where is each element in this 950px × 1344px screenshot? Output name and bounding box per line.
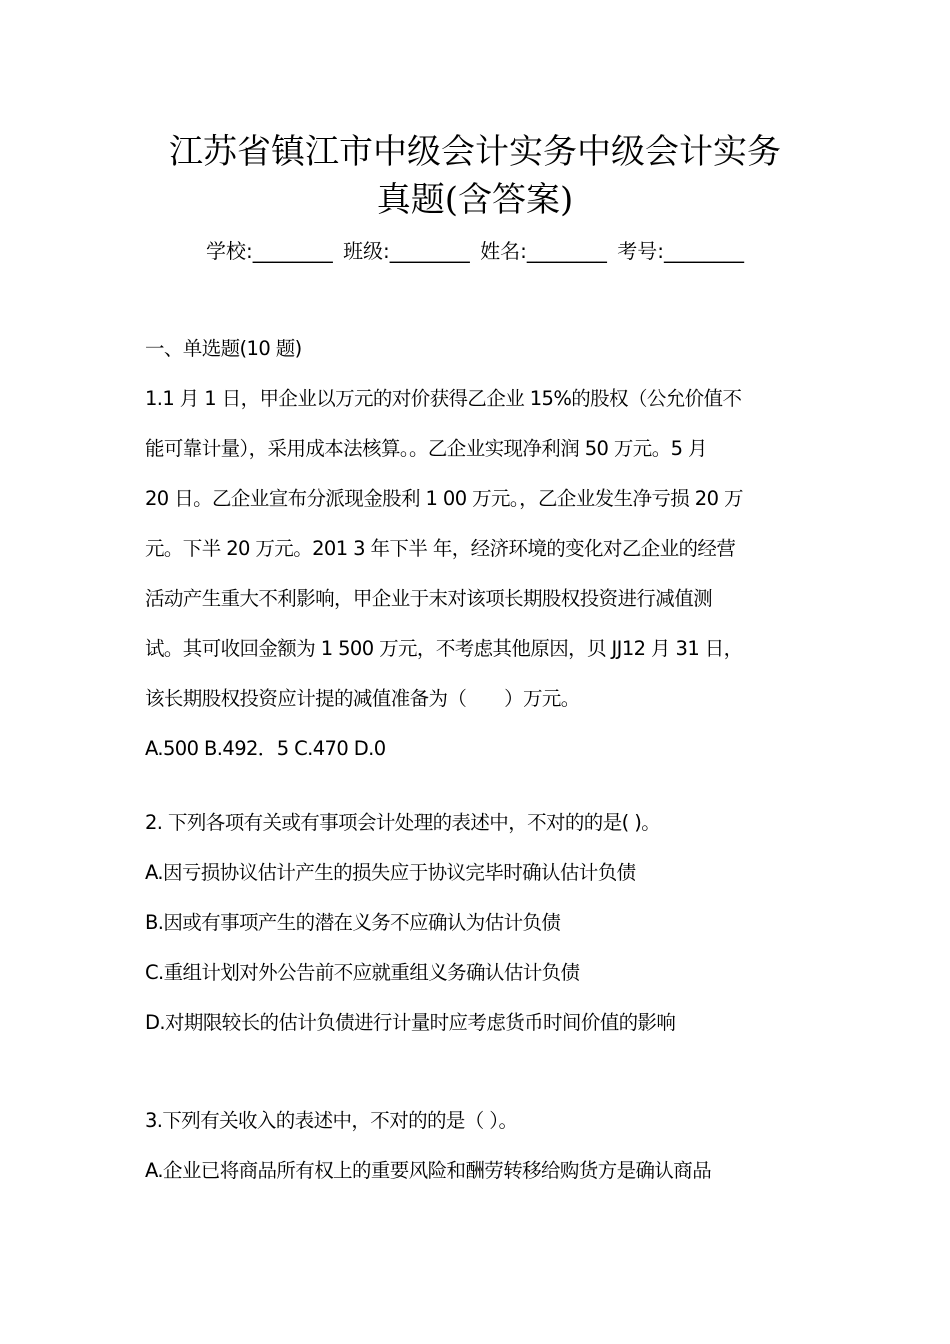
question-1-line-5: 活动产生重大不利影响，甲企业于末对该项长期股权投资进行减值测 [145, 587, 713, 610]
class-field: 班级:________ [343, 239, 470, 263]
question-1-line-3: 20 日。乙企业宣布分派现金股利 1 00 万元。，乙企业发生净亏损 20 万 [145, 487, 743, 510]
question-1-line-6: 试。其可收回金额为 1 500 万元，不考虑其他原因，贝 JJ12 月 31 日， [145, 637, 743, 660]
question-2-option-c: C.重组计划对外公告前不应就重组义务确认估计负债 [145, 961, 580, 984]
question-2-option-b: B.因或有事项产生的潜在义务不应确认为估计负债 [145, 911, 561, 934]
document-title-line-1: 江苏省镇江市中级会计实务中级会计实务 [169, 132, 781, 172]
section-heading: 一、单选题(10 题) [145, 337, 302, 360]
question-2-stem: 2. 下列各项有关或有事项会计处理的表述中，不对的的是( )。 [145, 811, 661, 834]
student-info-row [100, 236, 850, 266]
question-1-line-7: 该长期股权投资应计提的减值准备为（ ）万元。 [145, 687, 580, 710]
question-3-stem: 3.下列有关收入的表述中，不对的的是（ ）。 [145, 1109, 518, 1132]
document-title-line-2: 真题(含答案) [376, 180, 574, 220]
name-field: 姓名:________ [480, 239, 607, 263]
question-1-line-1: 1.1 月 1 日，甲企业以万元的对价获得乙企业 15%的股权（公允价值不 [145, 387, 742, 410]
exam-number-field: 考号:________ [617, 239, 745, 263]
question-3-option-a: A.企业已将商品所有权上的重要风险和酬劳转移给购货方是确认商品 [145, 1159, 712, 1182]
question-1-line-4: 元。下半 20 万元。201 3 年下半 年，经济环境的变化对乙企业的经营 [145, 537, 736, 560]
question-2-option-a: A.因亏损协议估计产生的损失应于协议完毕时确认估计负债 [145, 861, 636, 884]
question-1-line-2: 能可靠计量），采用成本法核算。。乙企业实现净利润 50 万元。5 月 [145, 437, 707, 460]
question-1-options: A.500 B.492．5 C.470 D.0 [145, 737, 386, 760]
school-field: 学校:________ [205, 239, 333, 263]
question-2-option-d: D.对期限较长的估计负债进行计量时应考虑货币时间价值的影响 [145, 1011, 676, 1034]
